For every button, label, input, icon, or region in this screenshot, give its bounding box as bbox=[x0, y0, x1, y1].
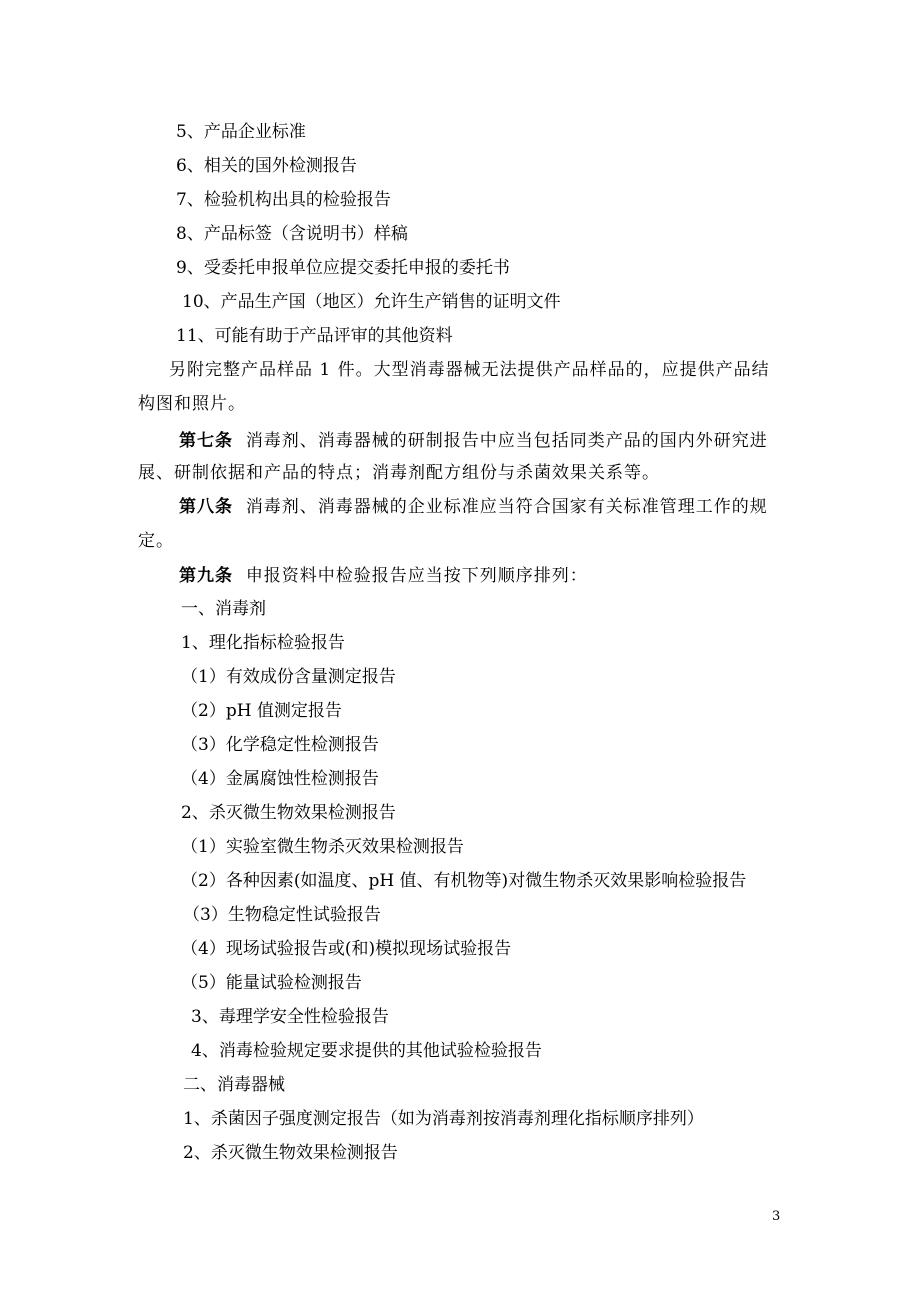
article-8-line-2: 定。 bbox=[138, 531, 174, 551]
list-item: 1、杀菌因子强度测定报告（如为消毒剂按消毒剂理化指标顺序排列） bbox=[183, 1109, 704, 1129]
article-7-text: 消毒剂、消毒器械的研制报告中应当包括同类产品的国内外研究进 bbox=[245, 431, 768, 451]
sample-note-line-1: 另附完整产品样品 1 件。大型消毒器械无法提供产品样品的，应提供产品结 bbox=[169, 360, 770, 380]
list-item: （1）有效成份含量测定报告 bbox=[181, 667, 396, 687]
article-9-text: 申报资料中检验报告应当按下列顺序排列： bbox=[245, 566, 588, 586]
list-item: （4）现场试验报告或(和)模拟现场试验报告 bbox=[181, 939, 512, 959]
sample-note-line-2: 构图和照片。 bbox=[138, 394, 246, 414]
article-7-line-2: 展、研制依据和产品的特点；消毒剂配方组份与杀菌效果关系等。 bbox=[138, 463, 660, 483]
list-item: 7、检验机构出具的检验报告 bbox=[176, 190, 391, 210]
list-item: （1）实验室微生物杀灭效果检测报告 bbox=[181, 837, 464, 857]
list-item: （3）化学稳定性检测报告 bbox=[181, 735, 379, 755]
list-item: 9、受委托申报单位应提交委托申报的委托书 bbox=[176, 258, 510, 278]
article-9-label: 第九条 bbox=[179, 566, 233, 586]
article-8-text: 消毒剂、消毒器械的企业标准应当符合国家有关标准管理工作的规 bbox=[245, 497, 768, 517]
list-item: 10、产品生产国（地区）允许生产销售的证明文件 bbox=[182, 292, 561, 312]
list-item: 1、理化指标检验报告 bbox=[181, 633, 345, 653]
section-heading-device: 二、消毒器械 bbox=[183, 1075, 285, 1095]
article-7-label: 第七条 bbox=[179, 431, 233, 451]
page-number: 3 bbox=[772, 1209, 781, 1224]
list-item: 8、产品标签（含说明书）样稿 bbox=[176, 224, 408, 244]
list-item: 2、杀灭微生物效果检测报告 bbox=[183, 1143, 398, 1163]
list-item: （3）生物稳定性试验报告 bbox=[183, 905, 381, 925]
list-item: （2）pH 值测定报告 bbox=[181, 701, 342, 721]
article-7-line-1 bbox=[179, 431, 768, 451]
list-item: （5）能量试验检测报告 bbox=[181, 973, 362, 993]
list-item: 3、毒理学安全性检验报告 bbox=[191, 1007, 389, 1027]
list-item: 6、相关的国外检测报告 bbox=[176, 156, 357, 176]
list-item: 2、杀灭微生物效果检测报告 bbox=[181, 803, 396, 823]
list-item: （4）金属腐蚀性检测报告 bbox=[181, 769, 379, 789]
article-9-line bbox=[179, 566, 588, 586]
list-item: 4、消毒检验规定要求提供的其他试验检验报告 bbox=[191, 1041, 542, 1061]
section-heading-disinfectant: 一、消毒剂 bbox=[181, 599, 266, 619]
article-8-line-1 bbox=[179, 497, 768, 517]
list-item: 5、产品企业标准 bbox=[176, 122, 306, 142]
article-8-label: 第八条 bbox=[179, 497, 233, 517]
list-item: （2）各种因素(如温度、pH 值、有机物等)对微生物杀灭效果影响检验报告 bbox=[181, 871, 747, 891]
list-item: 11、可能有助于产品评审的其他资料 bbox=[176, 326, 453, 346]
